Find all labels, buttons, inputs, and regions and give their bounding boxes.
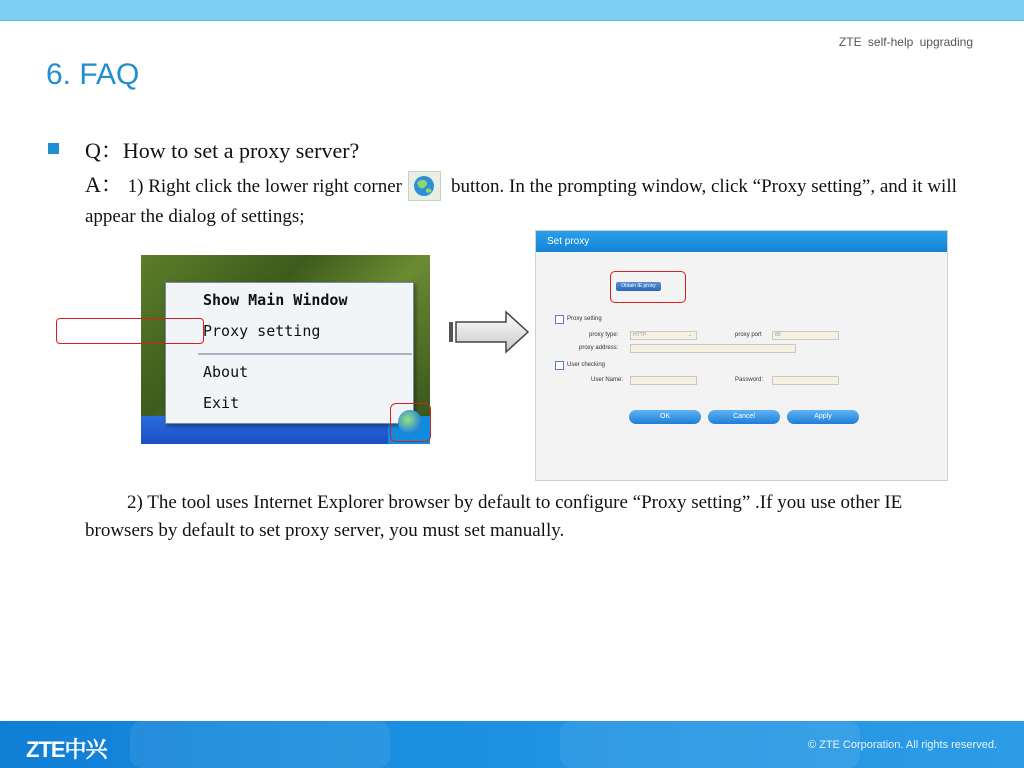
password-label: Password: xyxy=(735,377,764,383)
proxy-setting-checkbox-label: Proxy setting xyxy=(567,316,602,322)
dialog-title: Set proxy xyxy=(536,231,947,252)
user-checking-checkbox[interactable] xyxy=(555,361,564,370)
proxy-setting-highlight-ring xyxy=(56,318,204,344)
menu-separator xyxy=(198,353,412,355)
proxy-port-label: proxy port xyxy=(735,332,762,338)
proxy-port-value: 80 xyxy=(775,332,781,338)
answer-label: A： xyxy=(85,172,123,197)
top-accent-bar xyxy=(0,0,1024,21)
obtain-ie-proxy-button[interactable]: Obtain IE proxy xyxy=(616,282,661,291)
proxy-address-field[interactable] xyxy=(630,344,796,353)
cancel-button[interactable]: Cancel xyxy=(708,410,780,424)
answer-1-text-b: button. In the prompting window, click “Proxy setting”, and it will appear the dialog of settings; xyxy=(85,176,957,227)
proxy-setting-checkbox[interactable] xyxy=(555,315,564,324)
user-checking-checkbox-label: User checking xyxy=(567,362,606,368)
ok-button[interactable]: OK xyxy=(629,410,701,424)
password-field[interactable] xyxy=(772,376,839,385)
brand-tag: ZTE self-help upgrading xyxy=(838,35,973,49)
faq-answer-2: 2) The tool uses Internet Explorer browser by default to configure “Proxy setting” .If you use other IE browsers by default to set proxy server, you must set manually. xyxy=(85,492,903,541)
zte-logo: ZTE中兴 xyxy=(26,737,107,762)
chevron-down-icon: ⌄ xyxy=(687,332,692,338)
answer-1-text-a: 1) Right click the lower right corner xyxy=(127,176,402,197)
bullet-square-icon xyxy=(48,143,59,154)
faq-question: Q：How to set a proxy server? xyxy=(85,138,360,163)
faq-answer-1 xyxy=(85,171,965,231)
user-name-label: User Name: xyxy=(591,377,624,383)
apply-button[interactable]: Apply xyxy=(787,410,859,424)
copyright-text: © ZTE Corporation. All rights reserved. xyxy=(807,739,997,751)
proxy-type-label: proxy type: xyxy=(589,332,619,338)
right-arrow-icon xyxy=(448,310,530,356)
menu-item-exit[interactable]: Exit xyxy=(203,394,240,412)
context-menu xyxy=(165,282,414,424)
tray-icon-highlight-ring xyxy=(390,403,431,442)
context-menu-screenshot xyxy=(141,255,430,444)
menu-item-about[interactable]: About xyxy=(203,363,249,381)
set-proxy-dialog xyxy=(535,230,948,481)
proxy-port-field[interactable] xyxy=(772,331,839,340)
proxy-type-select[interactable] xyxy=(630,331,697,340)
menu-item-proxy-setting[interactable]: Proxy setting xyxy=(203,322,321,340)
page-title: 6. FAQ xyxy=(46,58,140,91)
menu-item-show-main-window[interactable]: Show Main Window xyxy=(203,291,348,309)
user-name-field[interactable] xyxy=(630,376,697,385)
obtain-button-highlight-ring xyxy=(610,271,686,303)
proxy-address-label: proxy address: xyxy=(579,345,619,351)
proxy-type-value: HTTP xyxy=(633,332,647,338)
tray-globe-icon xyxy=(408,171,441,201)
